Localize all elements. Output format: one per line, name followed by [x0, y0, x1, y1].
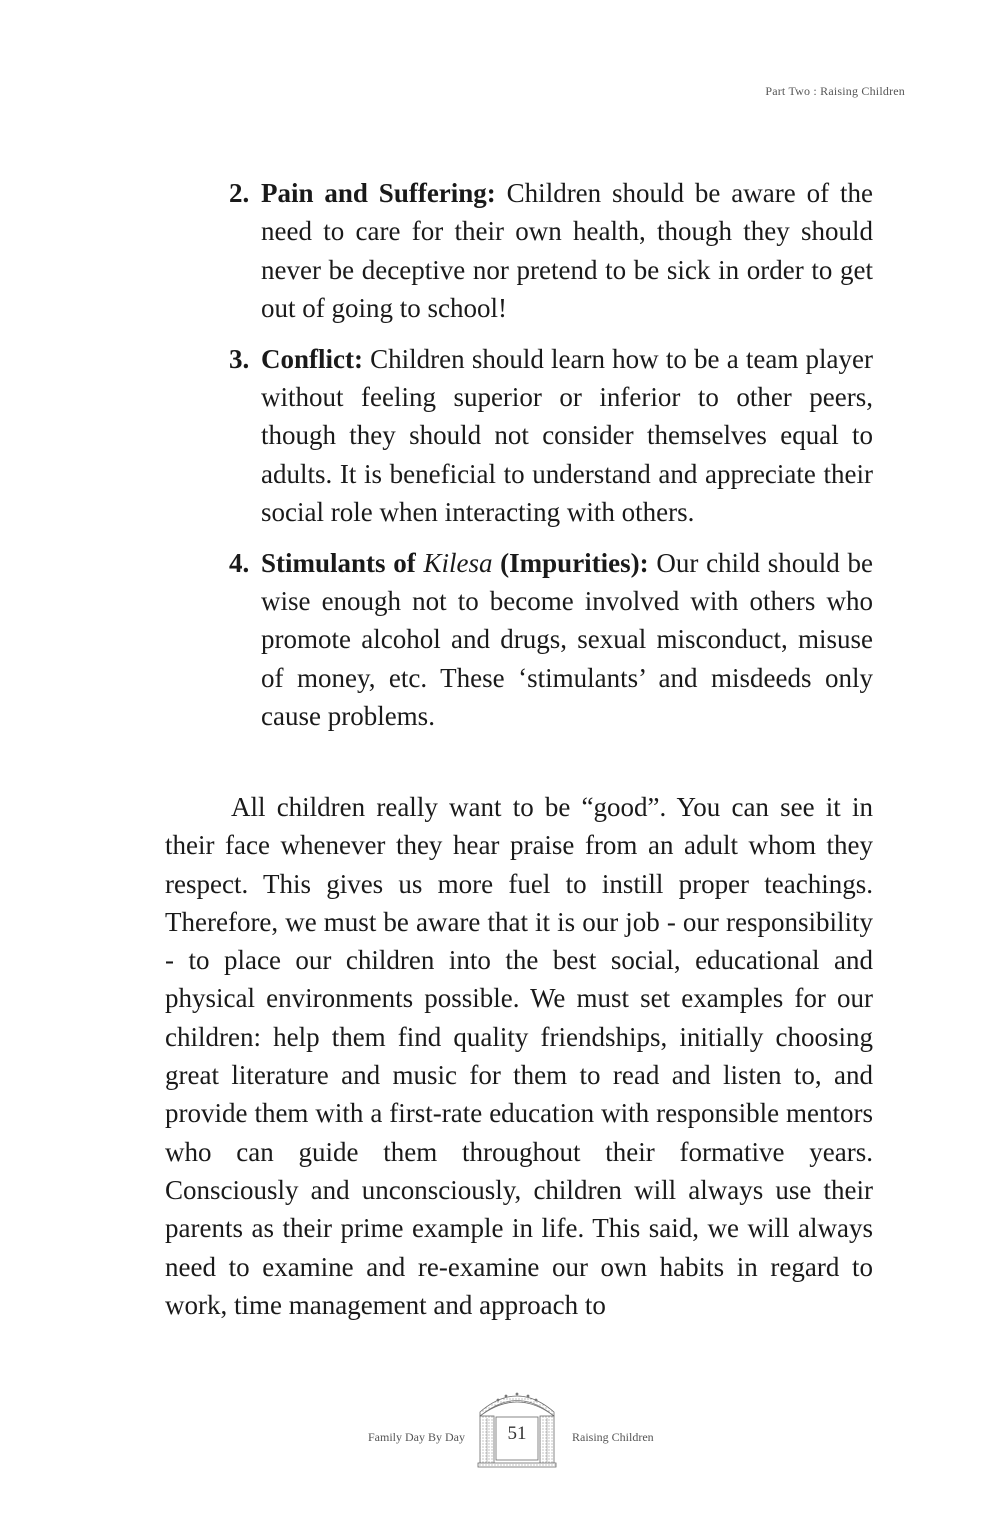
list-item-text: Our child should be wise enough not to become involved with others who promote alcohol and drugs, sexual misconduct, misuse of money, etc. These ‘stimulants’ and misdeeds only cause problems. [261, 547, 873, 732]
numbered-list [165, 174, 873, 748]
body-paragraph: All children really want to be “good”. You can see it in their face whenever they hear praise from an adult whom they respect. This gives us more fuel to instill proper teachings. Therefore, we must be aware that it is our job - our responsibility - to place our children into the best social, educational and physical environments possible. We must set examples for our children: help them find quality friendships, initially choosing great literature and music for them to read and listen to, and provide them with a first-rate education with responsible mentors who can guide them throughout their formative years. Consciously and unconsciously, children will always use their parents as their prime example in life. This said, we will always need to examine and re-examine our own habits in regard to work, time management and approach to [165, 792, 873, 1320]
footer-section-title: Raising Children [572, 1430, 654, 1444]
list-item-term [261, 548, 649, 578]
list-item-number: 3. [229, 343, 250, 374]
page-number: 51 [507, 1423, 527, 1444]
list-item-term-suffix: (Impurities): [492, 547, 649, 578]
list-item-term-prefix: Stimulants of [261, 547, 424, 578]
list-item-term: Conflict: [261, 343, 363, 374]
list-item-term-italic: Kilesa [423, 547, 493, 578]
list-item-term: Pain and Suffering: [261, 178, 496, 208]
footer-book-title: Family Day By Day [368, 1430, 465, 1444]
list-item [165, 340, 873, 532]
list-item-text: Children should be aware of the need to care for their own health, though they should never be deceptive nor pretend to be sick in order to get out of going to school! [261, 178, 873, 324]
list-item [165, 174, 873, 328]
list-item-text: Children should learn how to be a team player without feeling superior or inferior to other peers, though they should not consider themselves equal to adults. It is beneficial to understand and appreciate their social role when interacting with others. [261, 343, 873, 528]
list-item [165, 544, 873, 736]
running-header: Part Two : Raising Children [765, 84, 905, 98]
list-item-number: 2. [229, 178, 250, 208]
list-item-number: 4. [229, 547, 250, 578]
